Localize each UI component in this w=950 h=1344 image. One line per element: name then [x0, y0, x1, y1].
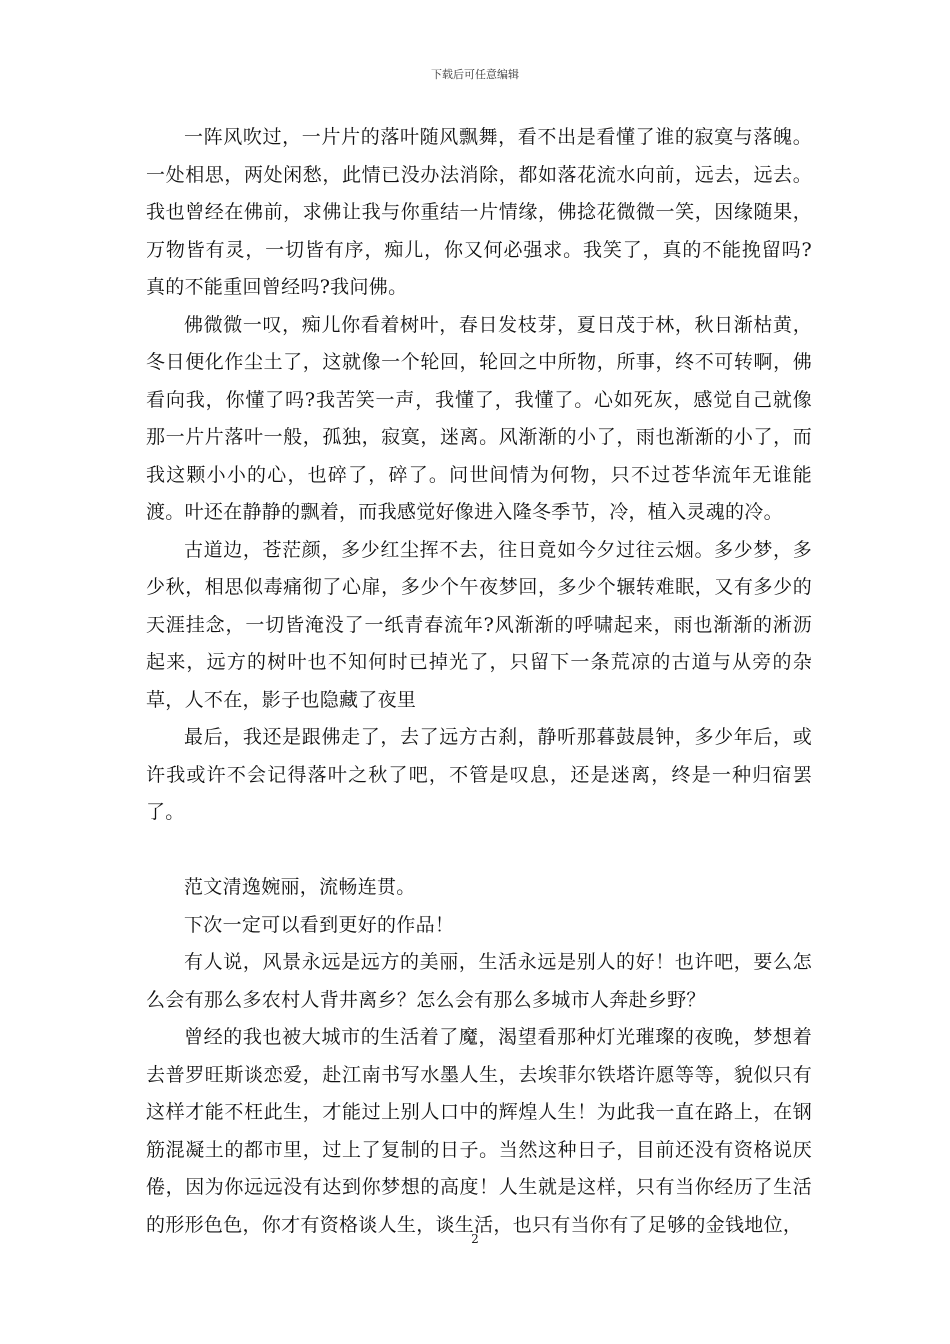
page-number: 2 — [471, 1232, 479, 1246]
page-header: 下载后可任意编辑 — [431, 68, 519, 81]
paragraph: 古道边，苍茫颜，多少红尘挥不去，往日竟如今夕过往云烟。多少梦，多少秋，相思似毒痛彻了心扉，多少个午夜梦回，多少个辗转难眠，又有多少的天涯挂念，一切皆淹没了一纸青春流年?风渐渐的呼啸起来，雨也渐渐的淅沥起来，远方的树叶也不知何时已掉光了，只留下一条荒凉的古道与从旁的杂草，人不在，影子也隐藏了夜里 — [146, 538, 812, 711]
comment-line: 范文清逸婉丽，流畅连贯。 — [184, 876, 416, 898]
document-body — [146, 119, 812, 1244]
paragraph: 有人说，风景永远是远方的美丽，生活永远是别人的好！也许吧，要么怎么会有那么多农村人背井离乡？怎么会有那么多城市人奔赴乡野？ — [146, 951, 812, 1011]
paragraph: 佛微微一叹，痴儿你看着树叶，春日发枝芽，夏日茂于林，秋日渐枯黄，冬日便化作尘土了，这就像一个轮回，轮回之中所物，所事，终不可转啊，佛看向我，你懂了吗?我苦笑一声，我懂了，我懂了。心如死灰，感觉自己就像那一片片落叶一般，孤独，寂寞，迷离。风渐渐的小了，雨也渐渐的小了，而我这颗小小的心，也碎了，碎了。问世间情为何物，只不过苍华流年无谁能渡。叶还在静静的飘着，而我感觉好像进入隆冬季节，冷，植入灵魂的冷。 — [146, 313, 812, 523]
paragraph: 一阵风吹过，一片片的落叶随风飘舞，看不出是看懂了谁的寂寞与落魄。一处相思，两处闲愁，此情已没办法消除，都如落花流水向前，远去，远去。我也曾经在佛前，求佛让我与你重结一片情缘，佛捻花微微一笑，因缘随果，万物皆有灵，一切皆有序，痴儿，你又何必强求。我笑了，真的不能挽留吗?真的不能重回曾经吗?我问佛。 — [146, 126, 812, 298]
comment-line: 下次一定可以看到更好的作品！ — [184, 913, 455, 936]
paragraph: 曾经的我也被大城市的生活着了魔，渴望看那种灯光璀璨的夜晚，梦想着去普罗旺斯谈恋爱，赴江南书写水墨人生，去埃菲尔铁塔许愿等等，貌似只有这样才能不枉此生，才能过上别人口中的辉煌人生！为此我一直在路上，在钢筋混凝土的都市里，过上了复制的日子。当然这种日子，目前还没有资格说厌倦，因为你远远没有达到你梦想的高度！人生就是这样，只有当你经历了生活的形形色色，你才有资格谈人生，谈生活，也只有当你有了足够的金钱地位， — [146, 1026, 812, 1236]
paragraph: 最后，我还是跟佛走了，去了远方古刹，静听那暮鼓晨钟，多少年后，或许我或许不会记得落叶之秋了吧，不管是叹息，还是迷离，终是一种归宿罢了。 — [146, 726, 812, 823]
paragraph-spacer — [146, 832, 812, 870]
